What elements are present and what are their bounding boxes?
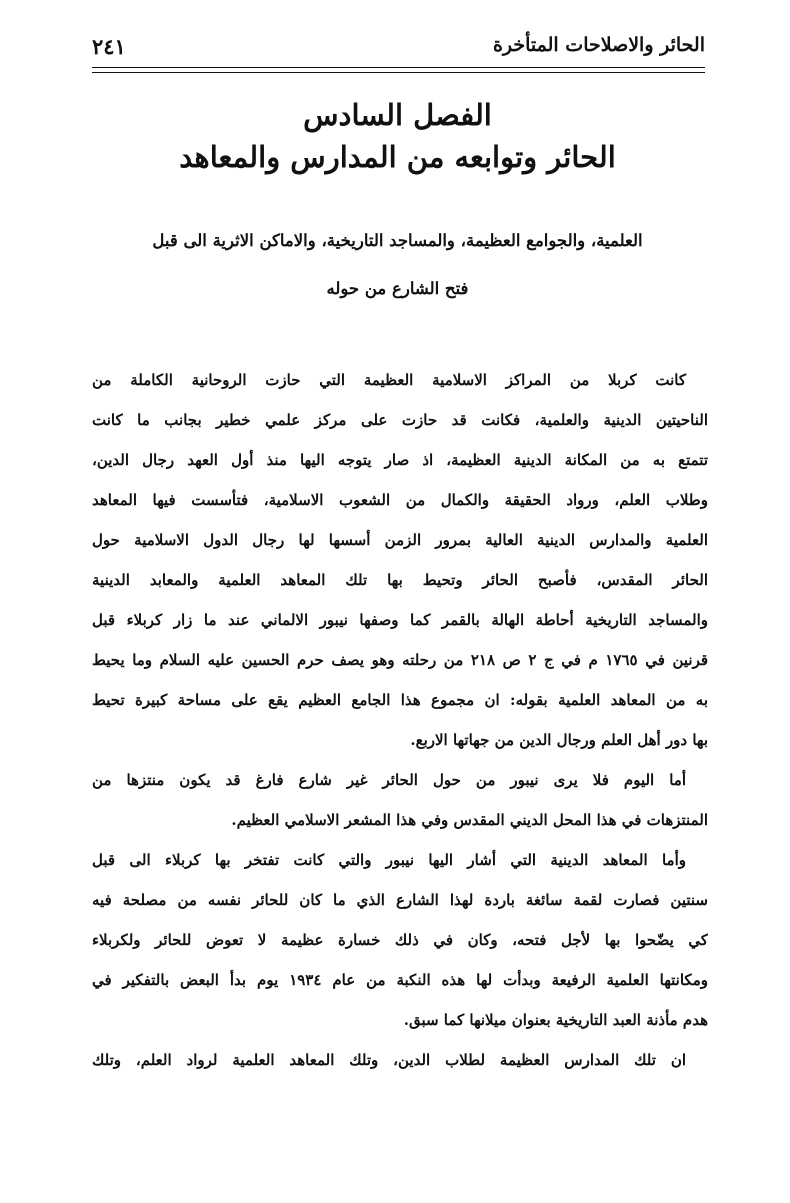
paragraph-line: كانت كربلا من المراكز الاسلامية العظيمة التي حازت الروحانية الكاملة من (92, 371, 686, 389)
header-rule-bottom (92, 72, 705, 73)
paragraph-line: الناحيتين الدينية والعلمية، فكانت قد حازت على مركز علمي خطير بجانب ما كانت (92, 411, 708, 429)
body-text (92, 360, 708, 1080)
chapter-number: الفصل السادس (303, 98, 492, 132)
paragraph-line: وطلاب العلم، ورواد الحقيقة والكمال من الشعوب الاسلامية، فتأسست فيها المعاهد (92, 491, 708, 509)
chapter-subtitle-line: فتح الشارع من حوله (326, 279, 469, 298)
paragraph-line: المنتزهات في هذا المحل الديني المقدس وفي هذا المشعر الاسلامي العظيم. (231, 811, 708, 829)
chapter-title: الحائر وتوابعه من المدارس والمعاهد (179, 140, 616, 174)
paragraph-line: أما اليوم فلا يرى نيبور من حول الحائر غير شارع فارغ قد يكون منتزها من (92, 771, 686, 789)
paragraph-line: سنتين فصارت لقمة سائغة باردة لهذا الشارع الذي ما كان للحائر نفسه من مصلحة فيه (92, 891, 708, 909)
page-header (92, 30, 705, 68)
paragraph-line: وأما المعاهد الدينية التي أشار اليها نيبور والتي كانت تفتخر بها كربلاء الى قبل (92, 851, 686, 869)
paragraph-line: تتمتع به من المكانة الدينية العظيمة، اذ صار يتوجه اليها منذ أول العهد رجال الدين، (92, 451, 708, 469)
header-rule-top (92, 67, 705, 68)
paragraph-line: به من المعاهد العلمية بقوله: ان مجموع هذا الجامع العظيم يقع على مساحة كبيرة تحيط (92, 691, 708, 709)
paragraph-line: ان تلك المدارس العظيمة لطلاب الدين، وتلك المعاهد العلمية لرواد العلم، وتلك (92, 1051, 686, 1069)
paragraph-line: الحائر المقدس، فأصبح الحائر وتحيط بها تلك المعاهد العلمية والمعابد الدينية (92, 571, 708, 589)
chapter-subtitle-line: العلمية، والجوامع العظيمة، والمساجد التاريخية، والاماكن الاثرية الى قبل (152, 231, 643, 250)
paragraph-line: والمساجد التاريخية أحاطة الهالة بالقمر كما وصفها نيبور الالماني عند ما زار كربلاء قبل (92, 611, 708, 629)
paragraph-line: العلمية والمدارس الدينية العالية بمرور الزمن أسسها لها رجال الدول الاسلامية حول (92, 531, 708, 549)
paragraph-line: هدم مأذنة العبد التاريخية بعنوان ميلانها كما سبق. (403, 1011, 708, 1029)
running-title: الحائر والاصلاحات المتأخرة (492, 34, 705, 56)
paragraph-line: قرنين في ١٧٦٥ م في ج ٢ ص ٢١٨ من رحلته وهو يصف حرم الحسين عليه السلام وما يحيط (92, 651, 708, 669)
paragraph-line: كي يضّحوا بها لأجل فتحه، وكان في ذلك خسارة عظيمة لا تعوض للحائر ولكربلاء (92, 931, 708, 949)
paragraph-line: ومكانتها العلمية الرفيعة وبدأت لها هذه النكبة من عام ١٩٣٤ يوم بدأ البعض بالتفكير في (92, 971, 708, 989)
paragraph-line: بها دور أهل العلم ورجال الدين من جهاتها الاربع. (410, 731, 708, 749)
page-number: ٢٤١ (92, 34, 126, 59)
